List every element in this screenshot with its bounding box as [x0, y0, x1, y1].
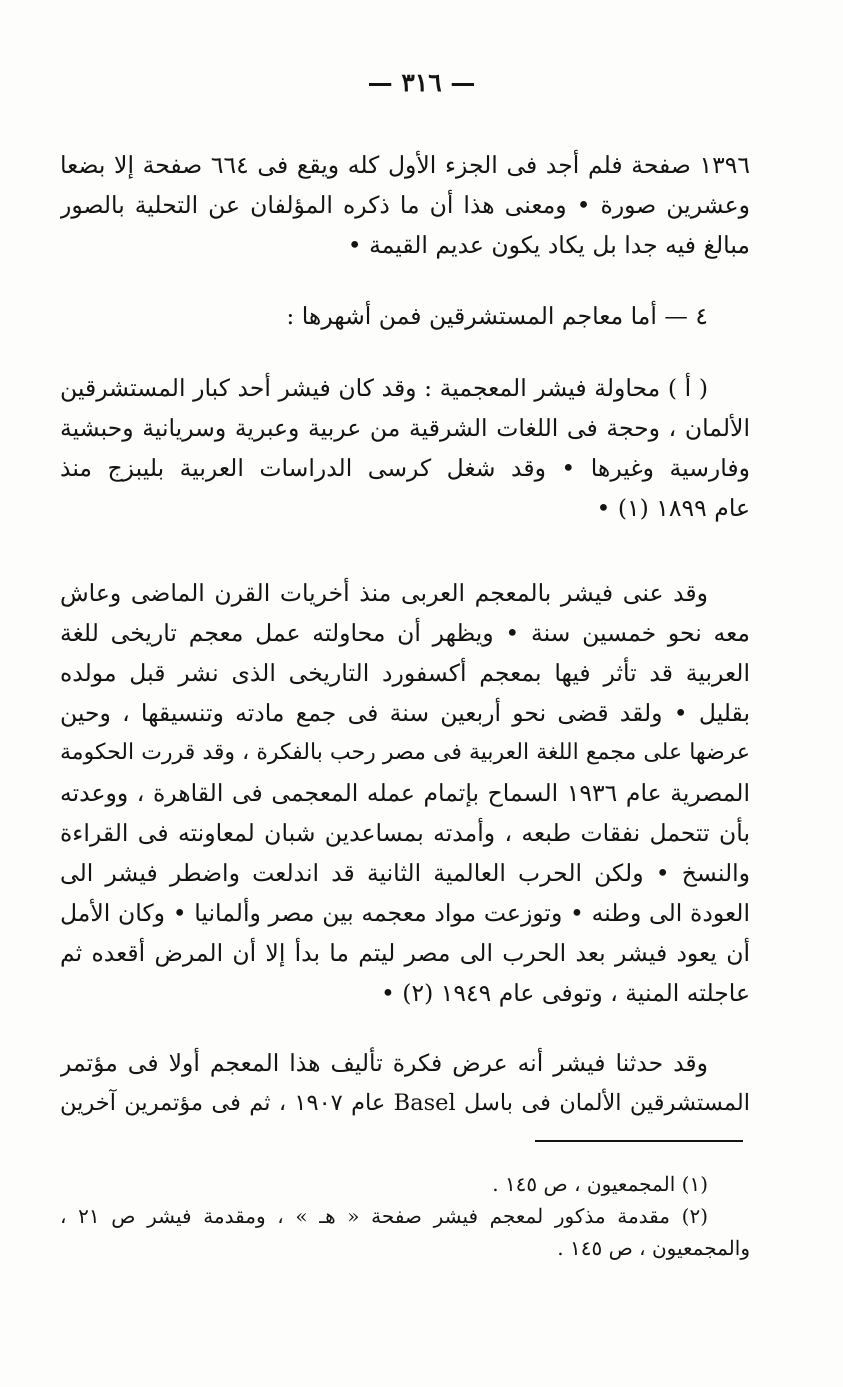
text-line: عاجلته المنية ، وتوفى عام ١٩٤٩ (٢) • — [380, 979, 750, 1007]
section-heading — [60, 296, 750, 336]
text-line: أن يعود فيشر بعد الحرب الى مصر ليتم ما بدأ إلا أن المرض أقعده ثم — [60, 939, 750, 967]
text-line: والنسخ • ولكن الحرب العالمية الثانية قد اندلعت واضطر فيشر الى — [60, 859, 750, 887]
text-line: وفارسية وغيرها • وقد شغل كرسى الدراسات العربية بليبزج منذ — [60, 454, 750, 482]
text-line: معه نحو خمسين سنة • ويظهر أن محاولته عمل معجم تاريخى للغة — [60, 619, 750, 647]
text-line: العربية قد تأثر فيها بمعجم أكسفورد التاريخى الذى نشر قبل مولده — [60, 659, 750, 687]
page-number: — ٣١٦ — — [367, 68, 476, 97]
text-line: مبالغ فيه جدا بل يكاد يكون عديم القيمة • — [347, 231, 750, 259]
text-line: ١٣٩٦ صفحة فلم أجد فى الجزء الأول كله ويقع فى ٦٦٤ صفحة إلا بضعا — [60, 151, 750, 179]
footnote-1: (١) المجمعيون ، ص ١٤٥ . — [492, 1172, 708, 1196]
text-line: المصرية عام ١٩٣٦ السماح بإتمام عمله المعجمى فى القاهرة ، ووعدته — [60, 779, 750, 807]
text-line: ( أ ) محاولة فيشر المعجمية : وقد كان فيشر أحد كبار المستشرقين — [60, 374, 708, 402]
footnote-divider — [535, 1140, 743, 1142]
text-line: بأن تتحمل نفقات طبعه ، وأمدته بمساعدين شبان لمعاونته فى القراءة — [60, 819, 750, 847]
footnote-2: (٢) مقدمة مذكور لمعجم فيشر صفحة « هـ » ، ومقدمة فيشر ص ٢١ ، — [60, 1204, 709, 1228]
text-line: عرضها على مجمع اللغة العربية فى مصر رحب بالفكرة ، وقد قررت الحكومة — [60, 740, 750, 765]
text-line: بقليل • ولقد قضى نحو أربعين سنة فى جمع مادته وتنسيقها ، وحين — [60, 699, 750, 727]
text-line: وقد عنى فيشر بالمعجم العربى منذ أخريات القرن الماضى وعاش — [60, 579, 708, 607]
heading-line: ٤ — أما معاجم المستشرقين فمن أشهرها : — [286, 302, 708, 330]
text-line: وعشرين صورة • ومعنى هذا أن ما ذكره المؤلفان عن التحلية بالصور — [60, 191, 750, 219]
footnotes — [60, 1168, 750, 1264]
text-line: العودة الى وطنه • وتوزعت مواد معجمه بين مصر وألمانيا • وكان الأمل — [60, 899, 750, 927]
text-line: عام ١٨٩٩ (١) • — [596, 494, 750, 522]
paragraph-fischer-history — [60, 573, 750, 1013]
footnote-2-continuation: والمجمعيون ، ص ١٤٥ . — [557, 1236, 750, 1260]
paragraph-images-count — [60, 145, 750, 265]
text-line: الألمان ، وحجة فى اللغات الشرقية من عربية وعبرية وسريانية وحبشية — [60, 414, 750, 442]
paragraph-fischer-intro — [60, 368, 750, 528]
text-line: وقد حدثنا فيشر أنه عرض فكرة تأليف هذا المعجم أولا فى مؤتمر — [60, 1049, 708, 1077]
paragraph-conferences — [60, 1043, 750, 1123]
text-line: المستشرقين الألمان فى باسل Basel عام ١٩٠٧ ، ثم فى مؤتمرين آخرين — [60, 1090, 750, 1116]
